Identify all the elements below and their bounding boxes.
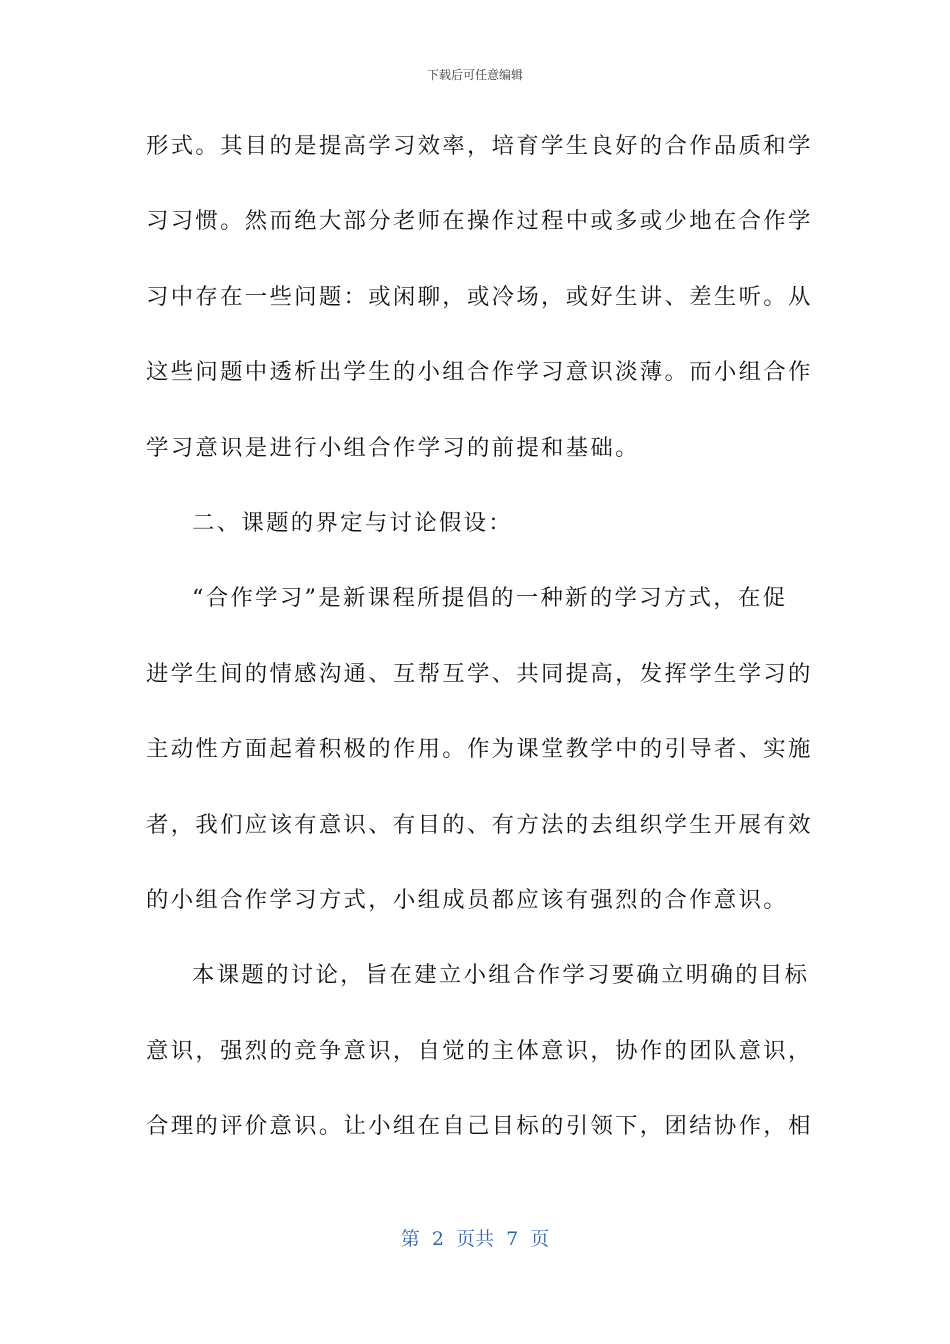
page-number: 第 2 页共 7 页 <box>400 1228 550 1250</box>
text-line: 本课题的讨论，旨在建立小组合作学习要确立明确的目标 <box>192 962 810 989</box>
text-line: 合理的评价意识。让小组在自己目标的引领下，团结协作，相 <box>146 1113 813 1140</box>
text-line: 意识，强烈的竞争意识，自觉的主体意识，协作的团队意识， <box>146 1037 813 1064</box>
text-line: 学习意识是进行小组合作学习的前提和基础。 <box>146 434 640 461</box>
section-heading: 二、课题的界定与讨论假设： <box>192 509 513 536</box>
header-note: 下载后可任意编辑 <box>426 68 523 82</box>
document-body <box>146 118 813 1173</box>
text-line: 形式。其目的是提高学习效率，培育学生良好的合作品质和学 <box>146 133 813 159</box>
text-line: 进学生间的情感沟通、互帮互学、共同提高，发挥学生学习的 <box>146 660 813 687</box>
text-line: 这些问题中透析出学生的小组合作学习意识淡薄。而小组合作 <box>146 359 813 386</box>
text-line: 者，我们应该有意识、有目的、有方法的去组织学生开展有效 <box>146 811 813 838</box>
text-line: 习中存在一些问题：或闲聊，或冷场，或好生讲、差生听。从 <box>146 283 813 310</box>
text-line: 的小组合作学习方式，小组成员都应该有强烈的合作意识。 <box>146 886 788 913</box>
text-line: 习习惯。然而绝大部分老师在操作过程中或多或少地在合作学 <box>146 208 813 235</box>
text-line: 主动性方面起着积极的作用。作为课堂教学中的引导者、实施 <box>146 736 813 763</box>
text-line: “合作学习”是新课程所提倡的一种新的学习方式，在促 <box>192 585 788 612</box>
